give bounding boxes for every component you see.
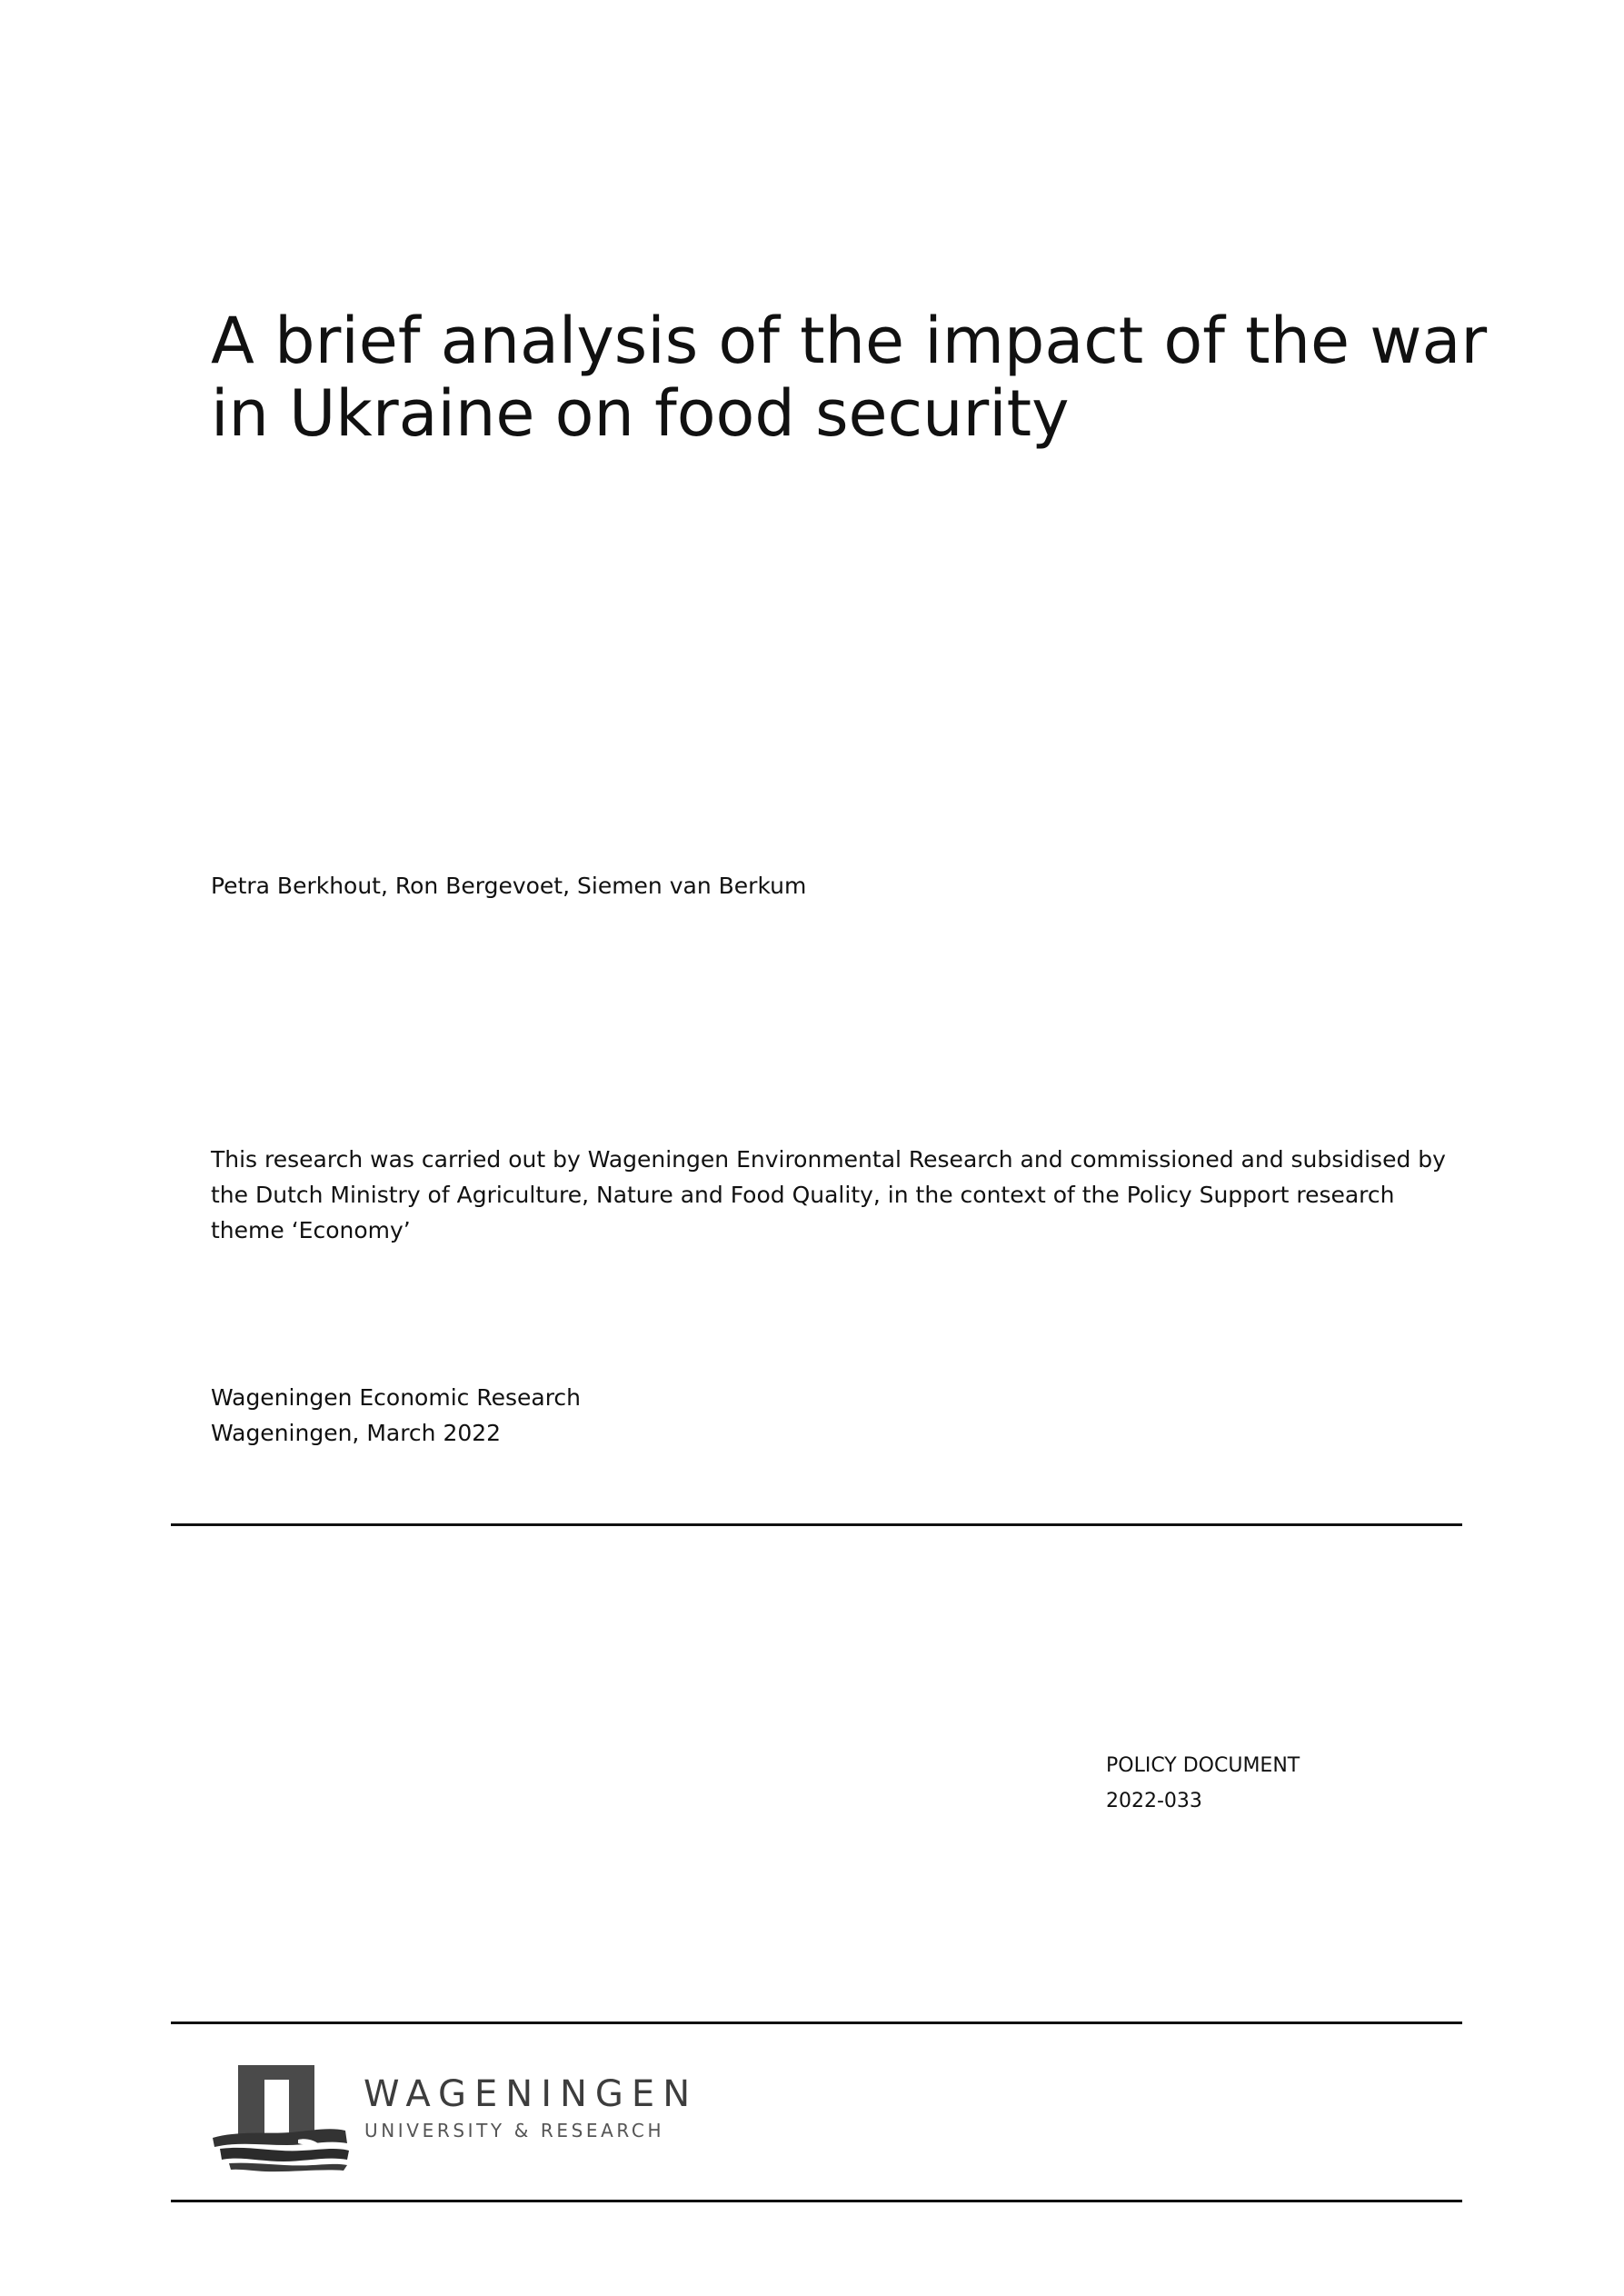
title-line-2: in Ukraine on food security xyxy=(211,376,1070,451)
page-title xyxy=(211,304,1501,450)
publisher-name: Wageningen Economic Research xyxy=(211,1384,582,1411)
wur-logo xyxy=(211,2063,720,2172)
document-type: POLICY DOCUMENT xyxy=(1106,1754,1300,1777)
divider-middle xyxy=(171,2021,1462,2024)
place-date: Wageningen, March 2022 xyxy=(211,1420,502,1446)
divider-top xyxy=(171,1523,1462,1526)
divider-bottom xyxy=(171,2200,1462,2202)
document-number: 2022-033 xyxy=(1106,1790,1202,1812)
logo-subline: UNIVERSITY & RESEARCH xyxy=(364,2120,665,2141)
logo-wordmark: WAGENINGEN xyxy=(364,2073,699,2115)
authors: Petra Berkhout, Ron Bergevoet, Siemen van Berkum xyxy=(211,873,807,899)
title-line-1: A brief analysis of the impact of the war xyxy=(211,304,1488,378)
document-type-block xyxy=(1106,1748,1300,1819)
wur-building-logo-icon xyxy=(211,2063,356,2172)
commission-statement: This research was carried out by Wageningen Environmental Research and commissioned and subsidised by the Dutch Ministry of Agriculture, Nature and Food Quality, in the context of the Policy Support research theme ‘Economy’ xyxy=(211,1146,1446,1243)
publisher-block xyxy=(211,1380,581,1451)
